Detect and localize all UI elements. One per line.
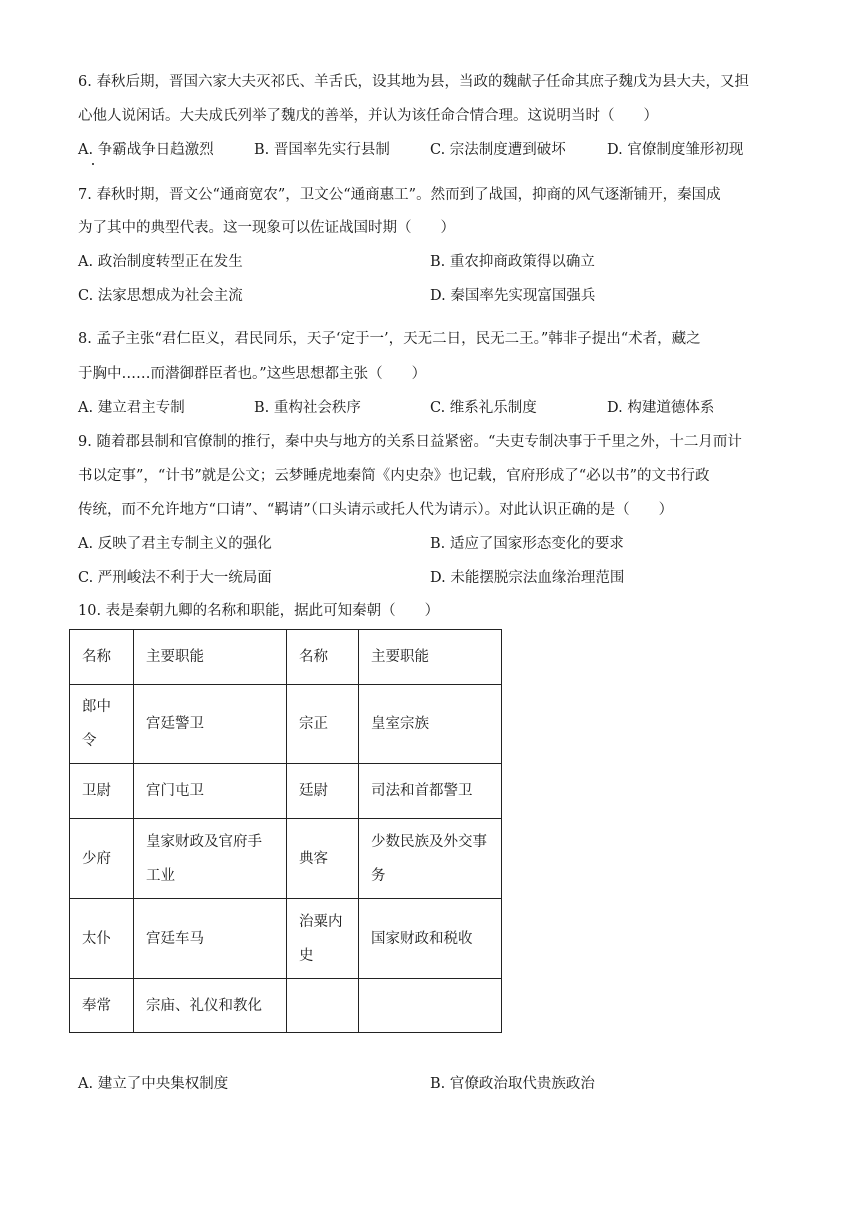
question-7-option-a: A. 政治制度转型正在发生 xyxy=(78,254,243,270)
question-9-option-a: A. 反映了君主专制主义的强化 xyxy=(78,536,272,552)
table-row xyxy=(70,819,502,899)
table-row xyxy=(70,979,502,1033)
question-8-line-2: 于胸中……而潜御群臣者也。”这些思想都主张（ ） xyxy=(78,366,427,382)
question-7-option-d: D. 秦国率先实现富国强兵 xyxy=(430,288,596,304)
question-8-line-1: 8. 孟子主张“君仁臣义，君民同乐，天子‘定于一’，天无二日，民无二王。”韩非子提出“术者，藏之 xyxy=(78,331,701,347)
table-cell: 少数民族及外交事务 xyxy=(359,819,502,899)
question-6-option-a: A. 争霸战争日趋激烈 xyxy=(78,142,214,158)
table-row xyxy=(70,899,502,979)
question-10-option-b: B. 官僚政治取代贵族政治 xyxy=(430,1076,595,1092)
table-row xyxy=(70,685,502,764)
question-7-option-b: B. 重农抑商政策得以确立 xyxy=(430,254,595,270)
table-cell xyxy=(359,979,502,1033)
table-cell: 奉常 xyxy=(70,979,134,1033)
question-6-line-1: 6. 春秋后期，晋国六家大夫灭祁氏、羊舌氏，设其地为县，当政的魏献子任命其庶子魏戊为县大夫，又担 xyxy=(78,74,749,90)
question-9-option-b: B. 适应了国家形态变化的要求 xyxy=(430,536,624,552)
table-cell: 宗正 xyxy=(287,685,359,764)
table-cell: 卫尉 xyxy=(70,764,134,819)
question-8-option-b: B. 重构社会秩序 xyxy=(254,400,361,416)
table-cell: 皇家财政及官府手工业 xyxy=(134,819,287,899)
table-header-cell: 主要职能 xyxy=(134,630,287,685)
nine-ministers-table xyxy=(69,629,502,1033)
question-7-line-1: 7. 春秋时期，晋文公“通商宽农”，卫文公“通商惠工”。然而到了战国，抑商的风气逐渐铺开，秦国成 xyxy=(78,187,721,203)
table-cell: 少府 xyxy=(70,819,134,899)
table-cell: 司法和首都警卫 xyxy=(359,764,502,819)
table-cell: 治粟内史 xyxy=(287,899,359,979)
question-6-option-b: B. 晋国率先实行县制 xyxy=(254,142,390,158)
table-row xyxy=(70,764,502,819)
table-cell: 皇室宗族 xyxy=(359,685,502,764)
question-7-option-c: C. 法家思想成为社会主流 xyxy=(78,288,243,304)
question-7-line-2: 为了其中的典型代表。这一现象可以佐证战国时期（ ） xyxy=(78,220,455,236)
table-cell: 郎中令 xyxy=(70,685,134,764)
table-header-row xyxy=(70,630,502,685)
emphasis-dot xyxy=(92,163,94,165)
question-10-option-a: A. 建立了中央集权制度 xyxy=(78,1076,229,1092)
question-8-option-c: C. 维系礼乐制度 xyxy=(430,400,537,416)
question-9-line-2: 书以定事”，“计书”就是公文；云梦睡虎地秦简《内史杂》也记载，官府形成了“必以书”的文书行政 xyxy=(78,468,710,484)
question-9-line-3: 传统，而不允许地方“口请”、“羁请”（口头请示或托人代为请示）。对此认识正确的是（ ） xyxy=(78,502,674,518)
table-cell: 宫廷车马 xyxy=(134,899,287,979)
question-9-option-c: C. 严刑峻法不利于大一统局面 xyxy=(78,570,272,586)
table-cell: 典客 xyxy=(287,819,359,899)
table-cell: 宫廷警卫 xyxy=(134,685,287,764)
question-8-option-d: D. 构建道德体系 xyxy=(607,400,715,416)
table-header-cell: 主要职能 xyxy=(359,630,502,685)
table-cell: 廷尉 xyxy=(287,764,359,819)
table-cell: 宫门屯卫 xyxy=(134,764,287,819)
table-cell xyxy=(287,979,359,1033)
table-cell: 国家财政和税收 xyxy=(359,899,502,979)
question-9-option-d: D. 未能摆脱宗法血缘治理范围 xyxy=(430,570,625,586)
question-8-option-a: A. 建立君主专制 xyxy=(78,400,185,416)
table-cell: 宗庙、礼仪和教化 xyxy=(134,979,287,1033)
table-header-cell: 名称 xyxy=(287,630,359,685)
question-6-option-c: C. 宗法制度遭到破坏 xyxy=(430,142,566,158)
question-10-line-1: 10. 表是秦朝九卿的名称和职能，据此可知秦朝（ ） xyxy=(78,603,440,619)
question-9-line-1: 9. 随着郡县制和官僚制的推行，秦中央与地方的关系日益紧密。“夫吏专制决事于千里之外，十二月而计 xyxy=(78,434,742,450)
question-6-option-d: D. 官僚制度雏形初现 xyxy=(607,142,744,158)
question-6-line-2: 心他人说闲话。大夫成氏列举了魏戊的善举，并认为该任命合情合理。这说明当时（ ） xyxy=(78,108,658,124)
table-header-cell: 名称 xyxy=(70,630,134,685)
table-cell: 太仆 xyxy=(70,899,134,979)
